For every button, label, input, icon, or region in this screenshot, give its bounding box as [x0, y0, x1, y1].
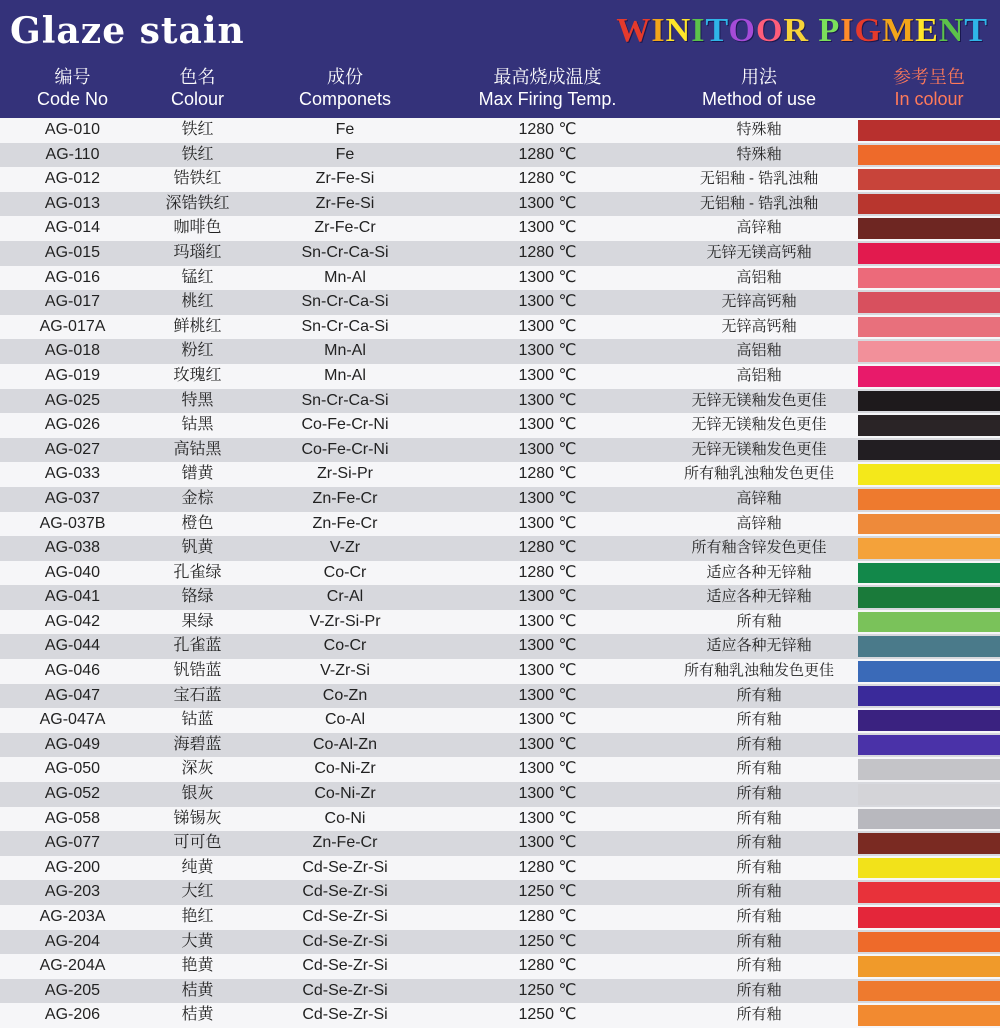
colour-name-cell: 海碧蓝 [173, 735, 222, 753]
colour-name-cell: 钒锆蓝 [173, 662, 222, 680]
components-cell: Zr-Fe-Si [315, 194, 375, 212]
colour-swatch [858, 489, 1000, 510]
max-temp-cell: 1300 ℃ [518, 686, 577, 704]
method-cell: 适应各种无锌釉 [706, 588, 812, 606]
colour-swatch [858, 882, 1000, 903]
column-header-components [250, 66, 440, 110]
method-cell: 所有釉含锌发色更佳 [691, 539, 827, 557]
column-header-colour-en: Colour [170, 89, 225, 109]
max-temp-cell: 1280 ℃ [518, 858, 577, 876]
pigment-table [0, 118, 1000, 1028]
table-row [0, 880, 1000, 905]
colour-swatch [858, 833, 1000, 854]
code-cell: AG-037B [39, 514, 106, 532]
colour-swatch [858, 341, 1000, 362]
colour-name-cell: 粉红 [181, 342, 214, 360]
table-row [0, 856, 1000, 881]
components-cell: Cd-Se-Zr-Si [302, 981, 388, 999]
colour-name-cell: 玛瑙红 [173, 243, 222, 261]
max-temp-cell: 1250 ℃ [518, 883, 577, 901]
components-cell: Mn-Al [324, 268, 366, 286]
code-cell: AG-038 [44, 539, 101, 557]
colour-name-cell: 铁红 [181, 145, 214, 163]
code-cell: AG-037 [44, 489, 101, 507]
components-cell: Zn-Fe-Cr [312, 514, 378, 532]
method-cell: 高锌釉 [736, 489, 782, 507]
colour-name-cell: 玫瑰红 [173, 366, 222, 384]
components-cell: Co-Ni-Zr [314, 785, 376, 803]
colour-name-cell: 宝石蓝 [173, 686, 222, 704]
components-cell: Zn-Fe-Cr [312, 489, 378, 507]
code-cell: AG-049 [44, 735, 101, 753]
method-cell: 所有釉 [736, 957, 782, 975]
method-cell: 无锌高钙釉 [721, 293, 797, 311]
max-temp-cell: 1300 ℃ [518, 711, 577, 729]
code-cell: AG-203 [44, 883, 101, 901]
method-cell: 所有釉乳浊釉发色更佳 [683, 465, 834, 483]
max-temp-cell: 1300 ℃ [518, 735, 577, 753]
components-cell: Zr-Fe-Cr [314, 219, 376, 237]
code-cell: AG-040 [44, 563, 101, 581]
table-row [0, 782, 1000, 807]
column-header-in-colour-cn: 参考呈色 [893, 67, 965, 87]
colour-name-cell: 桃红 [181, 293, 214, 311]
colour-swatch [858, 858, 1000, 879]
code-cell: AG-204 [44, 932, 101, 950]
code-cell: AG-206 [44, 1006, 101, 1024]
column-header-temp [440, 66, 655, 110]
table-row [0, 241, 1000, 266]
colour-name-cell: 橙色 [181, 514, 214, 532]
code-cell: AG-047A [39, 711, 106, 729]
table-row [0, 954, 1000, 979]
max-temp-cell: 1280 ℃ [518, 121, 577, 138]
colour-swatch [858, 1005, 1000, 1026]
colour-swatch [858, 759, 1000, 780]
colour-swatch [858, 587, 1000, 608]
components-cell: Fe [335, 121, 355, 138]
colour-swatch [858, 194, 1000, 215]
max-temp-cell: 1300 ℃ [518, 637, 577, 655]
colour-swatch [858, 366, 1000, 387]
colour-name-cell: 锆铁红 [173, 170, 222, 188]
colour-name-cell: 钒黄 [181, 539, 214, 557]
table-row [0, 167, 1000, 192]
colour-swatch [858, 120, 1000, 141]
components-cell: Co-Ni-Zr [314, 760, 376, 778]
code-cell: AG-205 [44, 981, 101, 999]
colour-name-cell: 钴蓝 [181, 711, 214, 729]
method-cell: 所有釉 [736, 932, 782, 950]
colour-swatch [858, 686, 1000, 707]
max-temp-cell: 1250 ℃ [518, 981, 577, 999]
max-temp-cell: 1300 ℃ [518, 760, 577, 778]
max-temp-cell: 1300 ℃ [518, 809, 577, 827]
colour-swatch [858, 538, 1000, 559]
table-row [0, 315, 1000, 340]
code-cell: AG-052 [44, 785, 101, 803]
components-cell: Co-Zn [322, 686, 368, 704]
table-row [0, 512, 1000, 537]
code-cell: AG-010 [44, 121, 101, 138]
table-row [0, 1003, 1000, 1028]
method-cell: 无锌无镁釉发色更佳 [691, 391, 827, 409]
max-temp-cell: 1280 ℃ [518, 465, 577, 483]
max-temp-cell: 1280 ℃ [518, 563, 577, 581]
max-temp-cell: 1300 ℃ [518, 416, 577, 434]
table-row [0, 733, 1000, 758]
max-temp-cell: 1280 ℃ [518, 539, 577, 557]
colour-swatch [858, 661, 1000, 682]
components-cell: Cd-Se-Zr-Si [302, 932, 388, 950]
max-temp-cell: 1300 ℃ [518, 662, 577, 680]
column-header-temp-cn: 最高烧成温度 [493, 67, 602, 87]
table-row [0, 462, 1000, 487]
method-cell: 高锌釉 [736, 514, 782, 532]
components-cell: Cd-Se-Zr-Si [302, 957, 388, 975]
code-cell: AG-204A [39, 957, 106, 975]
components-cell: V-Zr [329, 539, 361, 557]
code-cell: AG-077 [44, 834, 101, 852]
colour-swatch [858, 907, 1000, 928]
colour-name-cell: 孔雀蓝 [173, 637, 222, 655]
code-cell: AG-203A [39, 908, 106, 925]
colour-swatch [858, 391, 1000, 412]
method-cell: 所有釉 [736, 686, 782, 704]
table-row [0, 192, 1000, 217]
max-temp-cell: 1300 ℃ [518, 268, 577, 286]
column-header-code-en: Code No [36, 89, 109, 109]
colour-name-cell: 锰红 [181, 268, 214, 286]
table-row [0, 831, 1000, 856]
table-row [0, 708, 1000, 733]
colour-swatch [858, 636, 1000, 657]
method-cell: 高铝釉 [736, 268, 782, 286]
max-temp-cell: 1300 ℃ [518, 194, 577, 212]
table-row [0, 216, 1000, 241]
max-temp-cell: 1300 ℃ [518, 514, 577, 532]
table-row [0, 118, 1000, 143]
colour-swatch [858, 809, 1000, 830]
colour-swatch [858, 145, 1000, 166]
code-cell: AG-042 [44, 612, 101, 630]
max-temp-cell: 1300 ℃ [518, 342, 577, 360]
method-cell: 高锌釉 [736, 219, 782, 237]
column-header-method-en: Method of use [701, 89, 817, 109]
code-cell: AG-016 [44, 268, 101, 286]
components-cell: Zn-Fe-Cr [312, 834, 378, 852]
components-cell: Cd-Se-Zr-Si [302, 1006, 388, 1024]
method-cell: 所有釉 [736, 785, 782, 803]
table-row [0, 339, 1000, 364]
max-temp-cell: 1280 ℃ [518, 957, 577, 975]
column-header-in-colour-en: In colour [894, 89, 964, 109]
components-cell: Cd-Se-Zr-Si [302, 858, 388, 876]
colour-name-cell: 锑锡灰 [173, 809, 222, 827]
table-row [0, 684, 1000, 709]
method-cell: 所有釉 [736, 858, 782, 876]
method-cell: 适应各种无锌釉 [706, 637, 812, 655]
table-row [0, 561, 1000, 586]
colour-name-cell: 镨黄 [181, 465, 214, 483]
table-row [0, 487, 1000, 512]
max-temp-cell: 1300 ℃ [518, 219, 577, 237]
colour-swatch [858, 784, 1000, 805]
table-row [0, 413, 1000, 438]
components-cell: Fe [335, 145, 355, 163]
components-cell: Co-Al-Zn [312, 735, 377, 753]
max-temp-cell: 1300 ℃ [518, 440, 577, 458]
colour-name-cell: 孔雀绿 [173, 563, 222, 581]
colour-name-cell: 咖啡色 [173, 219, 222, 237]
components-cell: Co-Fe-Cr-Ni [301, 416, 389, 434]
method-cell: 所有釉乳浊釉发色更佳 [683, 662, 834, 680]
code-cell: AG-200 [44, 858, 101, 876]
method-cell: 所有釉 [736, 760, 782, 778]
code-cell: AG-058 [44, 809, 101, 827]
components-cell: Zr-Si-Pr [317, 465, 373, 483]
code-cell: AG-041 [44, 588, 101, 606]
table-row [0, 438, 1000, 463]
table-row [0, 266, 1000, 291]
components-cell: Mn-Al [324, 342, 366, 360]
colour-name-cell: 纯黄 [181, 858, 214, 876]
components-cell: Co-Fe-Cr-Ni [301, 440, 389, 458]
colour-swatch [858, 415, 1000, 436]
max-temp-cell: 1280 ℃ [518, 145, 577, 163]
colour-name-cell: 大黄 [181, 932, 214, 950]
code-cell: AG-018 [44, 342, 101, 360]
method-cell: 所有釉 [736, 809, 782, 827]
max-temp-cell: 1300 ℃ [518, 588, 577, 606]
colour-name-cell: 果绿 [181, 612, 214, 630]
column-header-components-cn: 成份 [327, 67, 363, 87]
colour-swatch [858, 292, 1000, 313]
column-header-code [0, 66, 145, 110]
method-cell: 所有釉 [736, 735, 782, 753]
table-row [0, 757, 1000, 782]
colour-swatch [858, 464, 1000, 485]
table-row [0, 536, 1000, 561]
method-cell: 所有釉 [736, 1006, 782, 1024]
code-cell: AG-015 [44, 243, 101, 261]
method-cell: 所有釉 [736, 834, 782, 852]
components-cell: Sn-Cr-Ca-Si [301, 391, 389, 409]
method-cell: 所有釉 [736, 711, 782, 729]
max-temp-cell: 1300 ℃ [518, 489, 577, 507]
components-cell: Cr-Al [326, 588, 364, 606]
method-cell: 所有釉 [736, 908, 782, 925]
max-temp-cell: 1250 ℃ [518, 1006, 577, 1024]
max-temp-cell: 1300 ℃ [518, 785, 577, 803]
method-cell: 无锌无镁高钙釉 [706, 243, 812, 261]
components-cell: Co-Cr [323, 563, 367, 581]
max-temp-cell: 1300 ℃ [518, 366, 577, 384]
code-cell: AG-017 [44, 293, 101, 311]
colour-name-cell: 可可色 [173, 834, 222, 852]
code-cell: AG-014 [44, 219, 101, 237]
table-row [0, 585, 1000, 610]
colour-name-cell: 铁红 [181, 121, 214, 138]
code-cell: AG-019 [44, 366, 101, 384]
max-temp-cell: 1280 ℃ [518, 170, 577, 188]
colour-name-cell: 金棕 [181, 489, 214, 507]
max-temp-cell: 1300 ℃ [518, 612, 577, 630]
components-cell: Sn-Cr-Ca-Si [301, 317, 389, 335]
method-cell: 所有釉 [736, 883, 782, 901]
code-cell: AG-050 [44, 760, 101, 778]
code-cell: AG-013 [44, 194, 101, 212]
components-cell: Cd-Se-Zr-Si [302, 908, 388, 925]
method-cell: 特殊釉 [736, 121, 782, 138]
table-row [0, 143, 1000, 168]
column-header-colour [145, 66, 250, 110]
colour-name-cell: 高钴黑 [173, 440, 222, 458]
colour-swatch [858, 735, 1000, 756]
table-row [0, 610, 1000, 635]
method-cell: 高铝釉 [736, 342, 782, 360]
header-banner [0, 0, 1000, 118]
max-temp-cell: 1300 ℃ [518, 391, 577, 409]
table-row [0, 930, 1000, 955]
max-temp-cell: 1250 ℃ [518, 932, 577, 950]
table-row [0, 290, 1000, 315]
method-cell: 所有釉 [736, 612, 782, 630]
code-cell: AG-110 [45, 145, 100, 163]
components-cell: V-Zr-Si [320, 662, 370, 680]
column-header-code-cn: 编号 [54, 67, 91, 87]
components-cell: Cd-Se-Zr-Si [302, 883, 388, 901]
colour-name-cell: 桔黄 [181, 1006, 214, 1024]
colour-name-cell: 银灰 [181, 785, 214, 803]
column-header-method-cn: 用法 [741, 67, 777, 87]
method-cell: 所有釉 [736, 981, 782, 999]
colour-swatch [858, 169, 1000, 190]
column-header-method [655, 66, 863, 110]
code-cell: AG-047 [44, 686, 101, 704]
components-cell: Mn-Al [324, 366, 366, 384]
colour-name-cell: 桔黄 [181, 981, 214, 999]
components-cell: Co-Al [324, 711, 365, 729]
colour-swatch [858, 932, 1000, 953]
method-cell: 适应各种无锌釉 [706, 563, 812, 581]
colour-name-cell: 艳黄 [181, 957, 214, 975]
page-title: Glaze stain [10, 10, 245, 52]
column-header-in-colour [858, 66, 1000, 110]
colour-name-cell: 艳红 [181, 908, 214, 925]
method-cell: 无锌无镁釉发色更佳 [691, 416, 827, 434]
table-row [0, 905, 1000, 930]
colour-name-cell: 铬绿 [181, 588, 214, 606]
colour-name-cell: 钴黑 [181, 416, 214, 434]
colour-swatch [858, 317, 1000, 338]
max-temp-cell: 1280 ℃ [518, 908, 577, 925]
table-row [0, 659, 1000, 684]
components-cell: Sn-Cr-Ca-Si [301, 243, 389, 261]
max-temp-cell: 1300 ℃ [518, 834, 577, 852]
colour-name-cell: 大红 [181, 883, 214, 901]
colour-name-cell: 特黑 [181, 391, 214, 409]
code-cell: AG-012 [44, 170, 101, 188]
max-temp-cell: 1300 ℃ [518, 293, 577, 311]
components-cell: Sn-Cr-Ca-Si [301, 293, 389, 311]
table-row [0, 389, 1000, 414]
code-cell: AG-026 [44, 416, 101, 434]
brand-logo: WINITOOR PIGMENT [616, 12, 988, 49]
code-cell: AG-033 [44, 465, 101, 483]
colour-name-cell: 深灰 [181, 760, 214, 778]
method-cell: 无铝釉 - 锆乳浊釉 [699, 194, 819, 212]
colour-swatch [858, 268, 1000, 289]
method-cell: 特殊釉 [736, 145, 782, 163]
code-cell: AG-017A [39, 317, 106, 335]
colour-swatch [858, 612, 1000, 633]
components-cell: Co-Ni [324, 809, 366, 827]
max-temp-cell: 1300 ℃ [518, 317, 577, 335]
colour-swatch [858, 514, 1000, 535]
table-row [0, 979, 1000, 1004]
method-cell: 无锌无镁釉发色更佳 [691, 440, 827, 458]
code-cell: AG-025 [44, 391, 101, 409]
colour-swatch [858, 218, 1000, 239]
column-header-temp-en: Max Firing Temp. [478, 89, 617, 109]
column-header-components-en: Componets [298, 89, 392, 109]
components-cell: Co-Cr [323, 637, 367, 655]
max-temp-cell: 1280 ℃ [518, 243, 577, 261]
colour-name-cell: 鲜桃红 [173, 317, 222, 335]
colour-name-cell: 深锆铁红 [165, 194, 230, 212]
method-cell: 无铝釉 - 锆乳浊釉 [699, 170, 819, 188]
colour-swatch [858, 956, 1000, 977]
components-cell: Zr-Fe-Si [315, 170, 375, 188]
table-row [0, 634, 1000, 659]
colour-swatch [858, 710, 1000, 731]
column-header-colour-cn: 色名 [179, 67, 216, 87]
code-cell: AG-046 [44, 662, 101, 680]
colour-swatch [858, 981, 1000, 1002]
method-cell: 高铝釉 [736, 366, 782, 384]
table-row [0, 807, 1000, 832]
code-cell: AG-027 [44, 440, 101, 458]
colour-swatch [858, 243, 1000, 264]
colour-swatch [858, 440, 1000, 461]
components-cell: V-Zr-Si-Pr [309, 612, 381, 630]
code-cell: AG-044 [44, 637, 101, 655]
colour-swatch [858, 563, 1000, 584]
table-row [0, 364, 1000, 389]
method-cell: 无锌高钙釉 [721, 317, 797, 335]
